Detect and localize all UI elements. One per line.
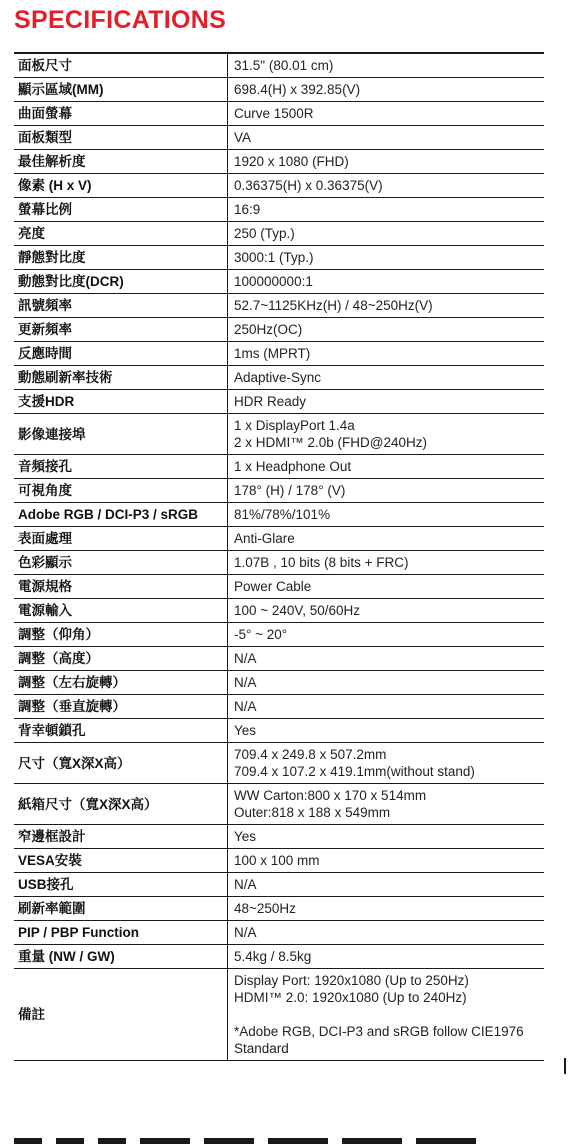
spec-label: 影像連接埠 [14, 414, 228, 454]
spec-value-line: Display Port: 1920x1080 (Up to 250Hz) [234, 973, 469, 988]
spec-value-line: Adaptive-Sync [234, 370, 322, 385]
spec-table [14, 52, 544, 1061]
spec-row [14, 969, 544, 1061]
spec-value [228, 671, 544, 694]
spec-row [14, 126, 544, 150]
spec-label: 色彩顯示 [14, 551, 228, 574]
spec-row [14, 102, 544, 126]
spec-label: PIP / PBP Function [14, 921, 228, 944]
spec-value-line: Yes [234, 829, 257, 844]
spec-row [14, 575, 544, 599]
spec-value-line: N/A [234, 651, 257, 666]
spec-value-line: 52.7~1125KHz(H) / 48~250Hz(V) [234, 298, 433, 313]
spec-value [228, 784, 544, 824]
spec-label: 面板尺寸 [14, 54, 228, 77]
spec-value-line: 709.4 x 107.2 x 419.1mm(without stand) [234, 764, 475, 779]
spec-value-line: *Adobe RGB, DCI-P3 and sRGB follow CIE1976 [234, 1024, 524, 1039]
spec-value-line: 250Hz(OC) [234, 322, 303, 337]
spec-value [228, 969, 544, 1060]
spec-row [14, 945, 544, 969]
spec-label: 調整（仰角） [14, 623, 228, 646]
spec-label: 刷新率範圍 [14, 897, 228, 920]
spec-label: 表面處理 [14, 527, 228, 550]
spec-label: 重量 (NW / GW) [14, 945, 228, 968]
spec-row [14, 647, 544, 671]
spec-row [14, 222, 544, 246]
spec-label: 紙箱尺寸（寬X深X高） [14, 784, 228, 824]
spec-row [14, 342, 544, 366]
spec-value-line: HDMI™ 2.0: 1920x1080 (Up to 240Hz) [234, 990, 467, 1005]
spec-value-spacer [234, 1006, 544, 1023]
spec-label: 調整（垂直旋轉） [14, 695, 228, 718]
spec-value-line: N/A [234, 925, 257, 940]
spec-value-line: 5.4kg / 8.5kg [234, 949, 312, 964]
spec-value [228, 897, 544, 920]
spec-row [14, 527, 544, 551]
spec-value [228, 390, 544, 413]
spec-value [228, 743, 544, 783]
spec-label: 背幸頓鎖孔 [14, 719, 228, 742]
spec-value-line: 2 x HDMI™ 2.0b (FHD@240Hz) [234, 435, 427, 450]
spec-value-line: Outer:818 x 188 x 549mm [234, 805, 391, 820]
spec-row [14, 695, 544, 719]
spec-label: 備註 [14, 969, 228, 1060]
spec-value [228, 294, 544, 317]
spec-value [228, 873, 544, 896]
spec-label: 靜態對比度 [14, 246, 228, 269]
spec-label: 調整（左右旋轉） [14, 671, 228, 694]
spec-value [228, 342, 544, 365]
spec-label: 窄邊框設計 [14, 825, 228, 848]
spec-label: 更新頻率 [14, 318, 228, 341]
spec-label: Adobe RGB / DCI-P3 / sRGB [14, 503, 228, 526]
spec-row [14, 849, 544, 873]
spec-value [228, 945, 544, 968]
spec-value-line: 100 x 100 mm [234, 853, 320, 868]
spec-value [228, 366, 544, 389]
spec-value-line: 1920 x 1080 (FHD) [234, 154, 349, 169]
spec-label: USB接孔 [14, 873, 228, 896]
spec-value-line: 1ms (MPRT) [234, 346, 311, 361]
spec-label: 動態刷新率技術 [14, 366, 228, 389]
spec-value-line: HDR Ready [234, 394, 307, 409]
spec-value [228, 825, 544, 848]
spec-value-line: VA [234, 130, 252, 145]
spec-value [228, 270, 544, 293]
spec-label: 顯示區域(MM) [14, 78, 228, 101]
spec-value [228, 198, 544, 221]
spec-value [228, 174, 544, 197]
spec-label: 動態對比度(DCR) [14, 270, 228, 293]
spec-label: 可視角度 [14, 479, 228, 502]
spec-value [228, 719, 544, 742]
spec-row [14, 873, 544, 897]
spec-row [14, 825, 544, 849]
spec-value [228, 479, 544, 502]
spec-row [14, 150, 544, 174]
spec-label: 面板類型 [14, 126, 228, 149]
spec-row [14, 455, 544, 479]
spec-value [228, 527, 544, 550]
spec-label: 螢幕比例 [14, 198, 228, 221]
spec-row [14, 897, 544, 921]
spec-label: 訊號頻率 [14, 294, 228, 317]
spec-label: 像素 (H x V) [14, 174, 228, 197]
spec-value-line: 709.4 x 249.8 x 507.2mm [234, 747, 387, 762]
spec-value-line: 100000000:1 [234, 274, 313, 289]
spec-value-line: 250 (Typ.) [234, 226, 295, 241]
spec-row [14, 270, 544, 294]
spec-value [228, 551, 544, 574]
spec-label: 音頻接孔 [14, 455, 228, 478]
bottom-decoration [14, 1138, 544, 1146]
spec-label: 調整（高度） [14, 647, 228, 670]
spec-label: VESA安裝 [14, 849, 228, 872]
spec-label: 曲面螢幕 [14, 102, 228, 125]
spec-row [14, 551, 544, 575]
spec-value [228, 623, 544, 646]
spec-value [228, 695, 544, 718]
spec-row [14, 719, 544, 743]
spec-value [228, 455, 544, 478]
spec-row [14, 599, 544, 623]
spec-row [14, 671, 544, 695]
spec-label: 反應時間 [14, 342, 228, 365]
spec-value [228, 222, 544, 245]
spec-label: 最佳解析度 [14, 150, 228, 173]
spec-value-line: 178° (H) / 178° (V) [234, 483, 346, 498]
spec-value-line: 100 ~ 240V, 50/60Hz [234, 603, 360, 618]
spec-value-line: 16:9 [234, 202, 261, 217]
spec-value [228, 849, 544, 872]
spec-value-line: Power Cable [234, 579, 312, 594]
spec-row [14, 174, 544, 198]
spec-label: 亮度 [14, 222, 228, 245]
spec-row [14, 246, 544, 270]
spec-row [14, 54, 544, 78]
spec-row [14, 784, 544, 825]
spec-row [14, 414, 544, 455]
spec-value [228, 54, 544, 77]
spec-value-line: 81%/78%/101% [234, 507, 331, 522]
spec-label: 電源規格 [14, 575, 228, 598]
spec-row [14, 743, 544, 784]
spec-value-line: 1 x DisplayPort 1.4a [234, 418, 355, 433]
spec-value [228, 102, 544, 125]
spec-value-line: Curve 1500R [234, 106, 314, 121]
spec-row [14, 390, 544, 414]
spec-value [228, 503, 544, 526]
spec-row [14, 623, 544, 647]
spec-row [14, 294, 544, 318]
spec-value [228, 575, 544, 598]
spec-row [14, 198, 544, 222]
spec-row [14, 366, 544, 390]
spec-value-line: N/A [234, 675, 257, 690]
spec-value-line: 1 x Headphone Out [234, 459, 352, 474]
spec-row [14, 503, 544, 527]
spec-value-line: 31.5" (80.01 cm) [234, 58, 334, 73]
spec-value-line: Yes [234, 723, 257, 738]
spec-value [228, 647, 544, 670]
spec-value-line: 1.07B , 10 bits (8 bits + FRC) [234, 555, 409, 570]
spec-value-line: 698.4(H) x 392.85(V) [234, 82, 361, 97]
page-title: SPECIFICATIONS [14, 6, 227, 34]
spec-value-line: WW Carton:800 x 170 x 514mm [234, 788, 427, 803]
spec-value [228, 921, 544, 944]
margin-mark [564, 1058, 566, 1074]
spec-value-line: -5° ~ 20° [234, 627, 288, 642]
spec-value [228, 318, 544, 341]
spec-value-line: Standard [234, 1041, 289, 1056]
spec-value [228, 78, 544, 101]
spec-value [228, 599, 544, 622]
spec-value [228, 246, 544, 269]
spec-row [14, 78, 544, 102]
spec-row [14, 921, 544, 945]
spec-label: 尺寸（寬X深X高） [14, 743, 228, 783]
spec-value-line: Anti-Glare [234, 531, 295, 546]
spec-value [228, 126, 544, 149]
spec-value-line: N/A [234, 699, 257, 714]
spec-label: 電源輸入 [14, 599, 228, 622]
spec-value [228, 150, 544, 173]
spec-value [228, 414, 544, 454]
spec-value-line: 0.36375(H) x 0.36375(V) [234, 178, 383, 193]
spec-row [14, 318, 544, 342]
spec-value-line: 3000:1 (Typ.) [234, 250, 314, 265]
spec-label: 支援HDR [14, 390, 228, 413]
spec-value-line: N/A [234, 877, 257, 892]
spec-value-line: 48~250Hz [234, 901, 296, 916]
spec-row [14, 479, 544, 503]
